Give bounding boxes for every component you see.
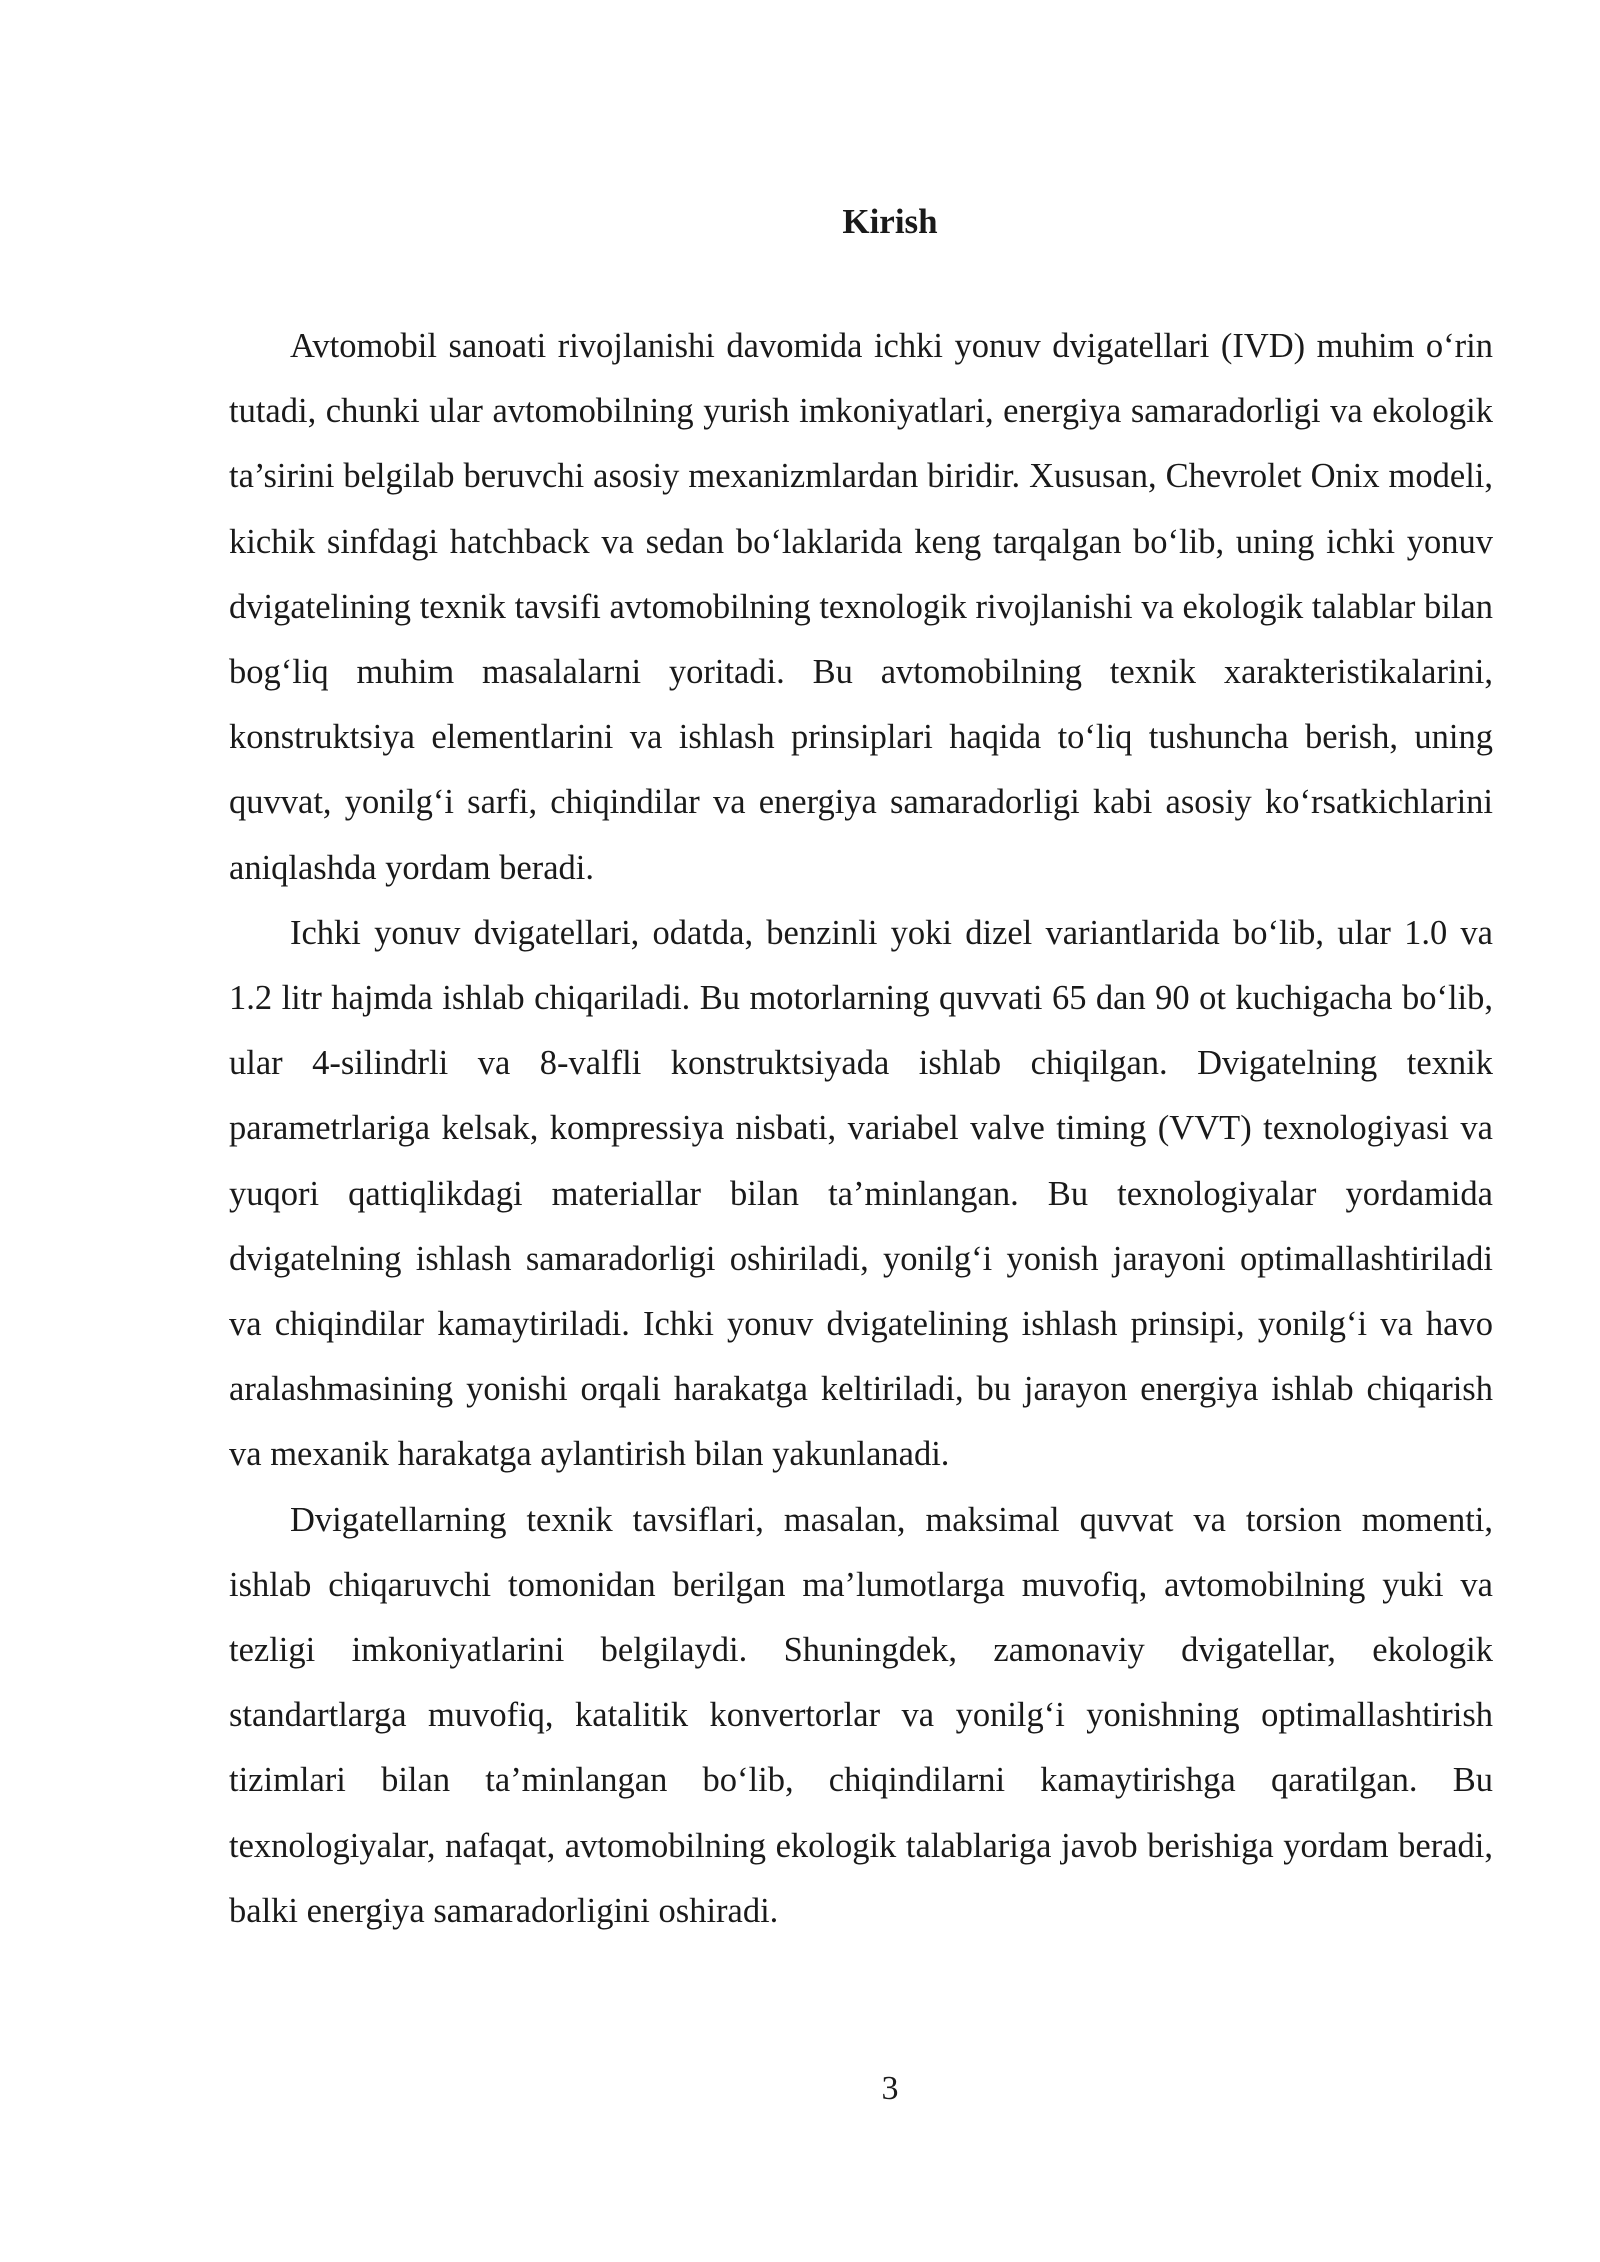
page-title: Kirish <box>842 202 938 241</box>
paragraph-3: Dvigatellarning texnik tavsiflari, masalan, maksimal quvvat va torsion momenti, ishlab chiqaruvchi tomonidan berilgan ma’lumotlarga muvofiq, avtomobilning yuki va tezligi imkoniyatlarini belgilaydi. Shuningdek, zamonaviy dvigatellar, ekologik standartlarga muvofiq, katalitik konvertorlar va yonilg‘i yonishning optimallashtirish tizimlari bilan ta’minlangan bo‘lib, chiqindilarni kamaytirishga qaratilgan. Bu texnologiyalar, nafaqat, avtomobilning ekologik talablariga javob berishiga yordam beradi, balki energiya samaradorligini oshiradi. <box>229 1500 1493 1930</box>
body-text <box>229 314 1493 1944</box>
paragraph-2: Ichki yonuv dvigatellari, odatda, benzinli yoki dizel variantlarida bo‘lib, ular 1.0 va 1.2 litr hajmda ishlab chiqariladi. Bu motorlarning quvvati 65 dan 90 ot kuchigacha bo‘lib, ular 4-silindrli va 8-valfli konstruktsiyada ishlab chiqilgan. Dvigatelning texnik parametrlariga kelsak, kompressiya nisbati, variabel valve timing (VVT) texnologiyasi va yuqori qattiqlikdagi materiallar bilan ta’minlangan. Bu texnologiyalar yordamida dvigatelning ishlash samaradorligi oshiriladi, yonilg‘i yonish jarayoni optimallashtiriladi va chiqindilar kamaytiriladi. Ichki yonuv dvigatelining ishlash prinsipi, yonilg‘i va havo aralashmasining yonishi orqali harakatga keltiriladi, bu jarayon energiya ishlab chiqarish va mexanik harakatga aylantirish bilan yakunlanadi. <box>229 913 1493 1474</box>
page-number: 3 <box>881 2070 899 2107</box>
paragraph-1: Avtomobil sanoati rivojlanishi davomida ichki yonuv dvigatellari (IVD) muhim o‘rin tutadi, chunki ular avtomobilning yurish imkoniyatlari, energiya samaradorligi va ekologik ta’sirini belgilab beruvchi asosiy mexanizmlardan biridir. Xususan, Chevrolet Onix modeli, kichik sinfdagi hatchback va sedan bo‘laklarida keng tarqalgan bo‘lib, uning ichki yonuv dvigatelining texnik tavsifi avtomobilning texnologik rivojlanishi va ekologik talablar bilan bog‘liq muhim masalalarni yoritadi. Bu avtomobilning texnik xarakteristikalarini, konstruktsiya elementlarini va ishlash prinsiplari haqida to‘liq tushuncha berish, uning quvvat, yonilg‘i sarfi, chiqindilar va energiya samaradorligi kabi asosiy ko‘rsatkichlarini aniqlashda yordam beradi. <box>229 327 1493 887</box>
